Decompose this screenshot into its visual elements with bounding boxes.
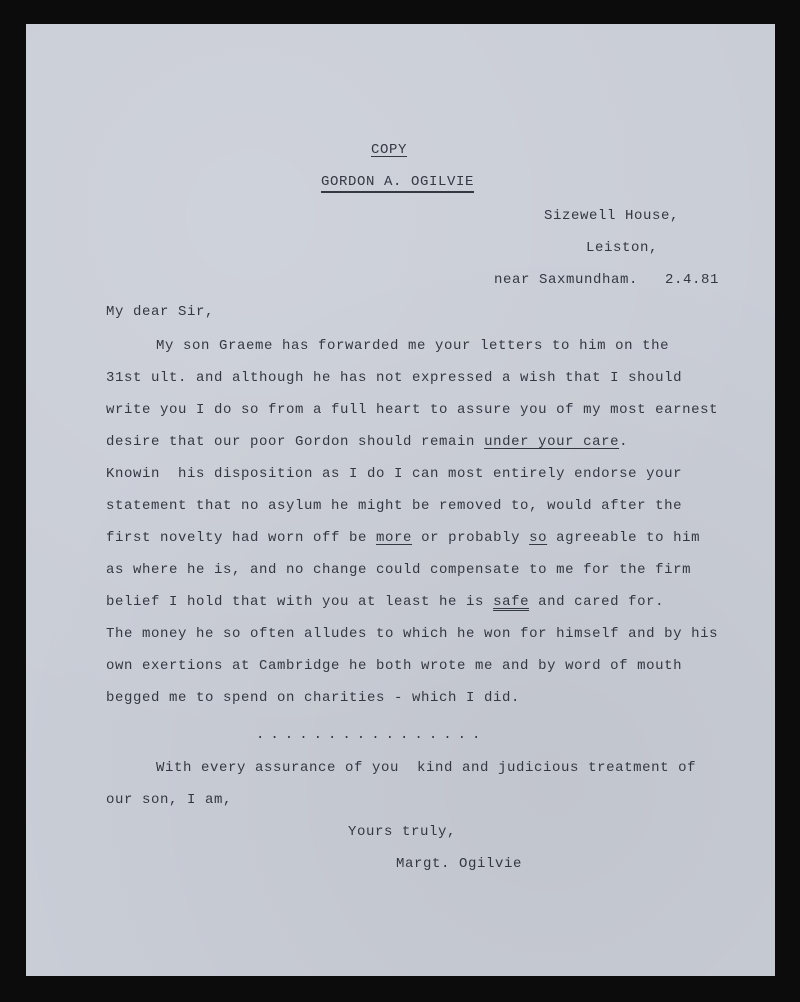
address-line-1: Sizewell House, — [544, 208, 680, 224]
address-line-2: Leiston, — [586, 240, 659, 256]
letterhead-name: GORDON A. OGILVIE — [321, 174, 474, 193]
body-line-11: own exertions at Cambridge he both wrote me and by word of mouth — [106, 658, 683, 674]
underlined-phrase-under-your-care: under your care — [484, 434, 620, 450]
letter-page — [26, 24, 775, 976]
body-line-9 — [106, 594, 664, 610]
body-line-1: My son Graeme has forwarded me your letters to him on the — [156, 338, 670, 354]
address-place: near Saxmundham. — [494, 272, 639, 288]
underlined-word-more: more — [376, 530, 413, 546]
body-line-2: 31st ult. and although he has not expressed a wish that I should — [106, 370, 683, 386]
body-line-7 — [106, 530, 700, 546]
body-line-5: Knowin his disposition as I do I can most entirely endorse your — [106, 466, 683, 482]
closing-line-1: With every assurance of you kind and judicious treatment of — [156, 760, 697, 776]
body-line-3: write you I do so from a full heart to assure you of my most earnest — [106, 402, 719, 418]
body-line-10: The money he so often alludes to which he won for himself and by his — [106, 626, 719, 642]
body-line-7-text: first novelty had worn off be — [106, 530, 377, 546]
letter-date: 2.4.81 — [665, 272, 720, 288]
body-line-8: as where he is, and no change could compensate to me for the firm — [106, 562, 692, 578]
double-underlined-word-safe: safe — [493, 594, 530, 610]
body-line-7-end: agreeable to him — [547, 530, 701, 546]
valediction: Yours truly, — [348, 824, 457, 840]
body-line-6: statement that no asylum he might be removed to, would after the — [106, 498, 683, 514]
dotted-separator: ................ — [256, 727, 487, 743]
address-line-3 — [494, 272, 719, 288]
body-line-9-text: belief I hold that with you at least he is — [106, 594, 494, 610]
salutation: My dear Sir, — [106, 304, 215, 320]
copy-heading: COPY — [371, 142, 408, 158]
body-line-4 — [106, 434, 628, 450]
body-line-4-text: desire that our poor Gordon should remain — [106, 434, 485, 450]
body-line-12: begged me to spend on charities - which I did. — [106, 690, 521, 706]
signature: Margt. Ogilvie — [396, 856, 523, 872]
body-line-7-mid: or probably — [412, 530, 530, 546]
underlined-word-so: so — [529, 530, 548, 546]
body-line-4-end: . — [619, 434, 629, 450]
body-line-9-end: and cared for. — [529, 594, 665, 610]
closing-line-2: our son, I am, — [106, 792, 233, 808]
